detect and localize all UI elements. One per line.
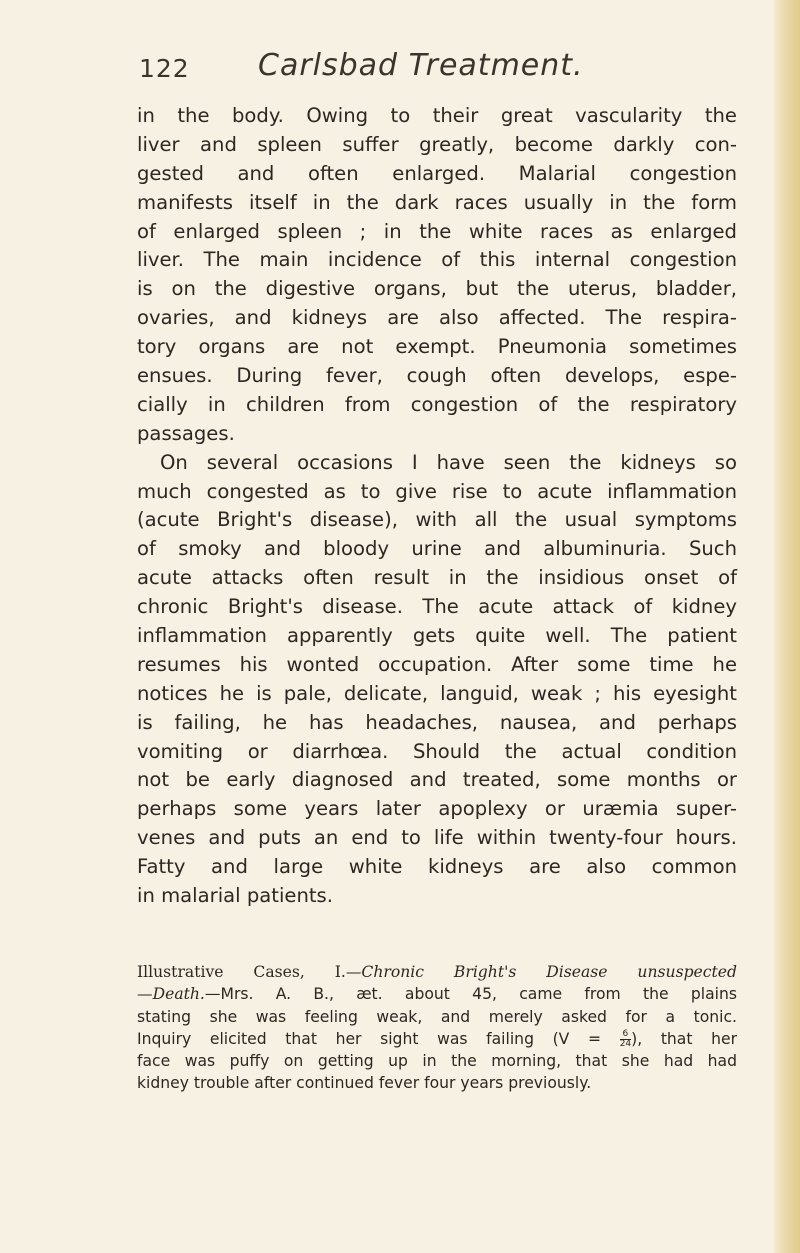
vision-fraction (620, 1030, 631, 1049)
body-text (137, 102, 737, 911)
case-title: —Chronic Bright's Disease unsuspected (345, 963, 737, 981)
body-line: resumes his wonted occupation. After some time he (137, 652, 737, 676)
case-heading-line (137, 961, 737, 983)
body-line: notices he is pale, delicate, languid, weak ; his eyesight (137, 681, 737, 705)
case-text: —Mrs. A. B., æt. about 45, came from the plains (204, 985, 737, 1004)
body-line: in malarial patients. (137, 884, 333, 908)
body-line: manifests itself in the dark races usually in the form (137, 190, 737, 214)
body-line: acute attacks often result in the insidious onset of (137, 566, 737, 590)
case-text: ), that her (631, 1029, 737, 1048)
case-heading: Illustrative Cases, I. (137, 963, 346, 981)
body-line: of enlarged spleen ; in the white races as enlarged (137, 219, 737, 243)
body-line: Fatty and large white kidneys are also common (137, 855, 737, 879)
case-line (137, 983, 737, 1005)
body-line: inflammation apparently gets quite well. The patient (137, 624, 737, 648)
body-line: (acute Bright's disease), with all the usual symptoms (137, 508, 737, 532)
body-line: venes and puts an end to life within twenty-four hours. (137, 826, 737, 850)
running-title: Carlsbad Treatment. (258, 48, 584, 83)
fraction-numerator: 6 (620, 1030, 631, 1040)
body-line: is failing, he has headaches, nausea, and perhaps (137, 710, 737, 734)
body-line: ensues. During fever, cough often develops, espe- (137, 364, 737, 388)
body-line: vomiting or diarrhœa. Should the actual condition (137, 739, 737, 763)
body-line: in the body. Owing to their great vascularity the (137, 104, 737, 127)
body-line: tory organs are not exempt. Pneumonia sometimes (137, 335, 737, 359)
case-line (137, 1028, 737, 1050)
case-text: Inquiry elicited that her sight was failing (V = (137, 1029, 620, 1048)
body-line: much congested as to give rise to acute inflammation (137, 479, 737, 503)
case-line: kidney trouble after continued fever four years previously. (137, 1074, 592, 1093)
body-line: passages. (137, 421, 235, 445)
body-line: is on the digestive organs, but the uterus, bladder, (137, 277, 737, 301)
body-line: ovaries, and kidneys are also affected. The respira- (137, 306, 737, 330)
body-line: perhaps some years later apoplexy or uræmia super- (137, 797, 737, 821)
page-number: 122 (139, 54, 190, 83)
body-line: On several occasions I have seen the kidneys so (160, 450, 737, 474)
case-line: stating she was feeling weak, and merely asked for a tonic. (137, 1007, 737, 1026)
case-line: face was puffy on getting up in the morning, that she had had (137, 1052, 737, 1071)
page-header (0, 48, 800, 96)
body-line: chronic Bright's disease. The acute attack of kidney (137, 595, 737, 619)
case-title-end: —Death. (137, 985, 205, 1004)
body-line: liver and spleen suffer greatly, become darkly con- (137, 132, 737, 156)
body-line: cially in children from congestion of the respiratory (137, 392, 737, 416)
body-line: gested and often enlarged. Malarial congestion (137, 161, 737, 185)
page-edge-shading (774, 0, 800, 1253)
body-line: liver. The main incidence of this internal congestion (137, 248, 737, 272)
body-line: of smoky and bloody urine and albuminuria. Such (137, 537, 737, 561)
body-line: not be early diagnosed and treated, some months or (137, 768, 737, 792)
fraction-denominator: 24 (619, 1038, 632, 1049)
illustrative-case (137, 961, 737, 1095)
